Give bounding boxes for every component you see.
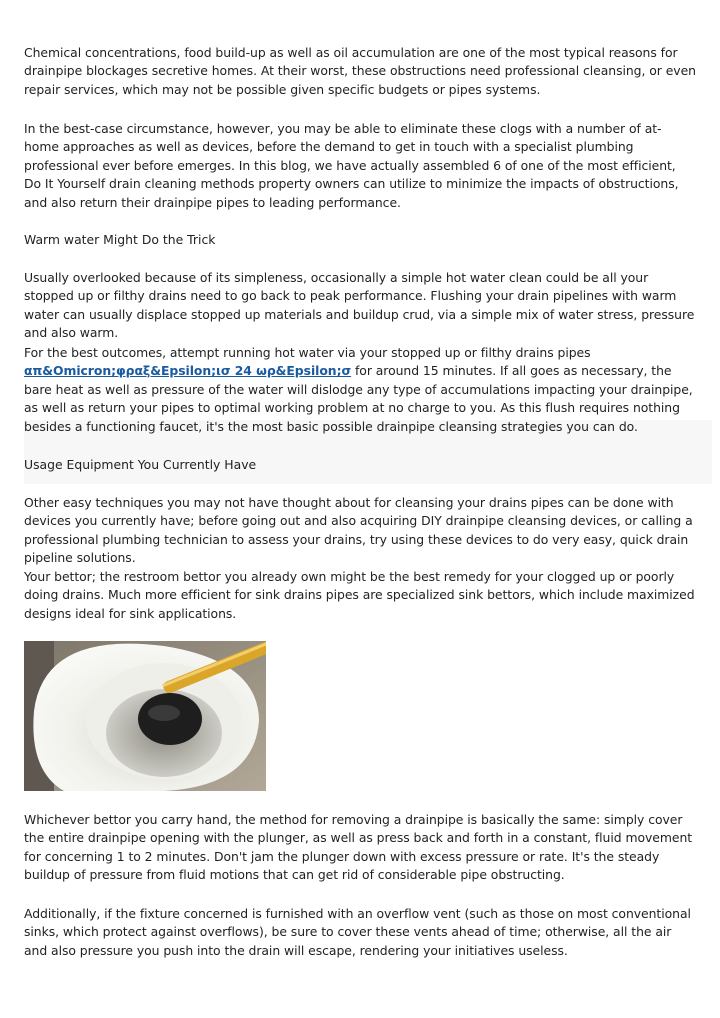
paragraph-best-outcomes [24, 344, 696, 436]
paragraph-bettor: Your bettor; the restroom bettor you already own might be the best remedy for your clogged up or poorly doing drains. Much more efficient for sink drains pipes are specialized sink bettors, which include maximized designs ideal for sink applications. [24, 569, 695, 621]
paragraph-overflow-vent: Additionally, if the fixture concerned is furnished with an overflow vent (such as those on most conventional sinks, which protect against overflows), be sure to cover these vents ahead of time; otherwise, all the air and also pressure you push into the drain will escape, rendering your initiatives useless. [24, 906, 691, 958]
section-heading-equipment: Usage Equipment You Currently Have [24, 457, 257, 472]
plumber-link[interactable]: απ&Omicron;φραξ&Epsilon;ισ 24 ωρ&Epsilon;σ [24, 363, 352, 379]
paragraph-text-after-link: for around 15 minutes. If all goes as necessary, the bare heat as well as pressure of the water will dislodge any type of accumulations impacting your drainpipe, as well as return your pipes to optimal working problem at no charge to you. As this flush requires nothing besides a functioning faucet, it's the most basic possible drainpipe cleansing strategies you can do. [24, 363, 693, 434]
paragraph-easy-techniques: Other easy techniques you may not have thought about for cleansing your drains pipes can be done with devices you currently have; before going out and also acquiring DIY drainpipe cleansing devices, or calling a professional plumbing technician to assess your drains, try using these devices to do very easy, quick drain pipeline solutions. [24, 495, 693, 566]
paragraph-best-case: In the best-case circumstance, however, you may be able to eliminate these clogs with a number of at-home approaches as well as devices, before the demand to get in touch with a specialist plumbing professional ever before emerges. In this blog, we have actually assembled 6 of one of the most efficient, Do It Yourself drain cleaning methods property owners can utilize to minimize the impacts of obstructions, and also return their drainpipe pipes to leading performance. [24, 121, 679, 210]
section-heading-warm-water: Warm water Might Do the Trick [24, 232, 216, 247]
plunger-illustration [24, 641, 266, 791]
paragraph-intro: Chemical concentrations, food build-up as well as oil accumulation are one of the most typical reasons for drainpipe blockages secretive homes. At their worst, these obstructions need professional cleansing, or even repair services, which may not be possible given specific budgets or pipes systems. [24, 45, 696, 97]
paragraph-method: Whichever bettor you carry hand, the method for removing a drainpipe is basically the same: simply cover the entire drainpipe opening with the plunger, as well as press back and forth in a constant, fluid movement for concerning 1 to 2 minutes. Don't jam the plunger down with excess pressure or rate. It's the steady buildup of pressure from fluid motions that can get rid of considerable pipe obstructing. [24, 812, 693, 883]
plunger-toilet-photo [24, 641, 266, 791]
paragraph-text-before-link: For the best outcomes, attempt running hot water via your stopped up or filthy drains pipes [24, 345, 591, 360]
paragraph-hot-water-clean: Usually overlooked because of its simpleness, occasionally a simple hot water clean could be all your stopped up or filthy drains need to go back to peak performance. Flushing your drain pipelines with warm water can usually displace stopped up materials and buildup crud, via a simple mix of water stress, pressure and also warm. [24, 270, 695, 341]
